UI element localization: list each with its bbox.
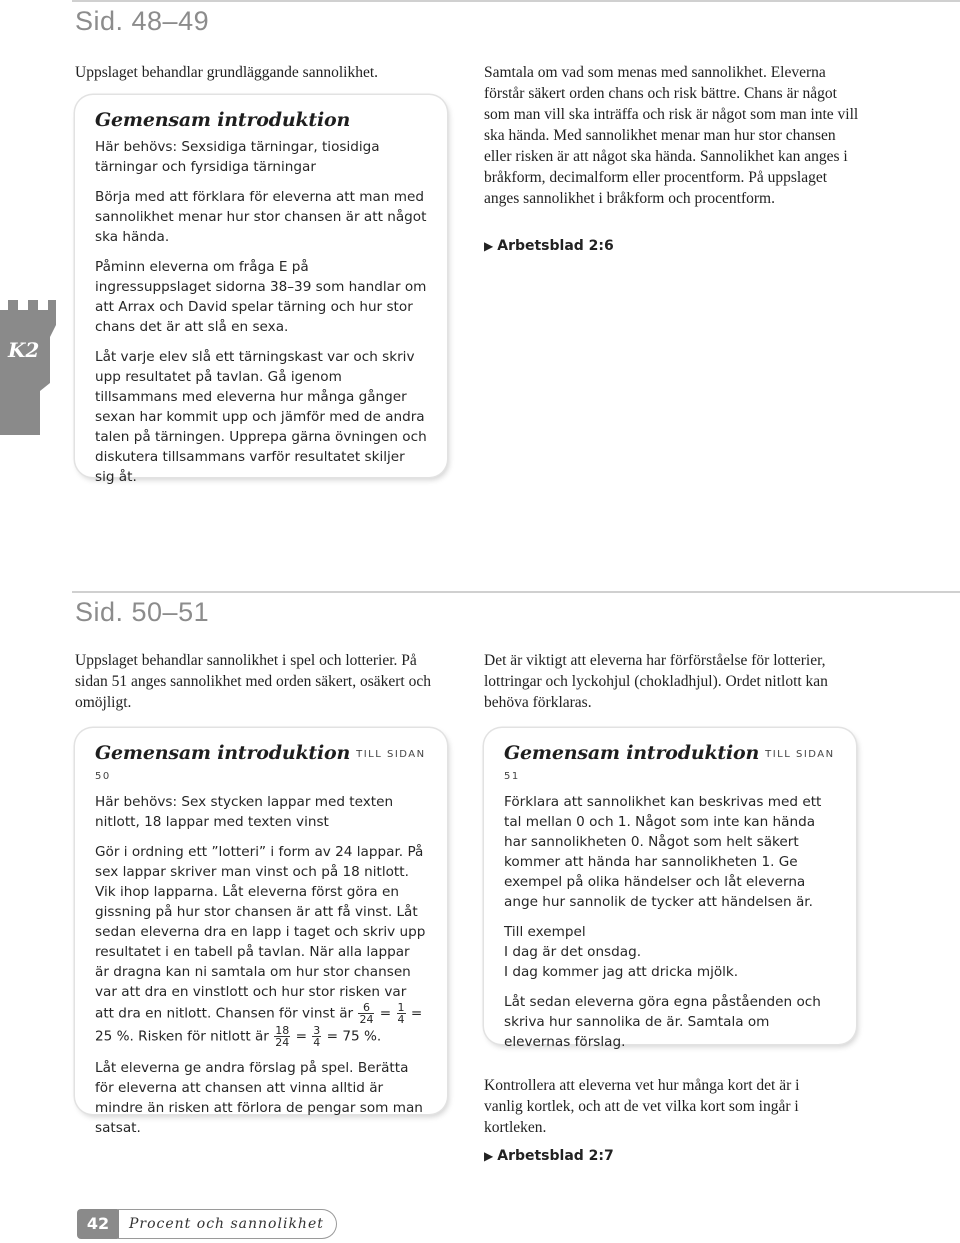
equation-text: = 75 %. — [326, 1028, 382, 1045]
intro-card-sida-50 — [75, 728, 447, 1136]
chapter-title: Procent och sannolikhet — [117, 1209, 337, 1239]
section1-intro: Uppslaget behandlar grundläggande sannolikhet. — [75, 64, 379, 81]
section-title-50-51: Sid. 50–51 — [75, 597, 210, 627]
page-number: 42 — [77, 1209, 119, 1239]
fraction — [312, 1025, 321, 1048]
chapter-side-tab — [0, 285, 60, 435]
worksheet-label: Arbetsblad 2:7 — [497, 1148, 614, 1164]
worksheet-link-2-7[interactable] — [484, 1148, 614, 1164]
play-arrow-icon: ▶ — [484, 239, 494, 253]
card-heading: Gemensam introduktion — [95, 109, 351, 131]
section-title-48-49: Sid. 48–49 — [75, 6, 210, 36]
fraction-denominator: 4 — [313, 1036, 321, 1049]
card-subheading: TILL SIDAN 51 — [504, 749, 835, 782]
card-paragraph: Låt varje elev slå ett tärningskast var och skriv upp resultatet på tavlan. Gå igenom tillsammans med eleverna hur många gånger sexan har kommit upp och jämför med de andra talen på tärningen. Upprepa gärna övningen och diskutera tillsammans varför resultatet skiljer sig åt. — [95, 349, 427, 485]
card-paragraph: Här behövs: Sexsidiga tärningar, tiosidiga tärningar och fyrsidiga tärningar — [95, 139, 380, 175]
card-paragraph: Låt sedan eleverna göra egna påståenden och skriva hur sannolika de är. Samtala om elevernas förslag. — [504, 994, 821, 1050]
fraction-denominator: 4 — [397, 1013, 405, 1026]
card-paragraph-text: Gör i ordning ett ”lotteri” i form av 24 lappar. På sex lappar skriver man vinst och på 18 nitlott. Vik ihop lapparna. Låt eleverna först göra en gissning på hur stor chansen är att få vinst. Låt sedan eleverna dra en lapp i taget och skriv upp resultatet i en tabell på tavlan. När alla lappar är dragna kan ni samtala om hur stor chansen var att dra en vinstlott och hur stor risken var att dra en nitlott. Chansen för vinst är — [95, 844, 426, 1022]
top-rule — [72, 0, 960, 2]
section1-right-text: Samtala om vad som menas med sannolikhet. Eleverna förstår säkert orden chans och risk bättre. Chans är något som man vill ska inträffa och risk är något som man inte vill ska hända. Med sannolikhet menar man hur stor chansen eller risken är att något ska hända. Sannolikhet kan anges i bråkform, decimalform eller procentform. På uppslaget anges sannolikhet i bråkform och procentform. — [484, 64, 859, 207]
fraction-numerator: 18 — [275, 1024, 290, 1037]
example-block — [504, 922, 836, 982]
section2-intro-left: Uppslaget behandlar sannolikhet i spel och lotterier. På sidan 51 anges sannolikhet med orden säkert, osäkert och omöjligt. — [75, 652, 431, 711]
intro-card-sida-51 — [484, 728, 856, 1050]
card-heading — [95, 742, 427, 786]
equals-sign: = — [295, 1028, 307, 1045]
card-heading-text: Gemensam introduktion — [95, 742, 351, 764]
card-paragraph: Påminn eleverna om fråga E på ingressuppslaget sidorna 38–39 som handlar om att Arrax och David spelar tärning och hur stor chans det är att slå en sexa. — [95, 259, 427, 335]
section-rule — [72, 591, 960, 593]
card-paragraph: Börja med att förklara för eleverna att man med sannolikhet menar hur stor chansen är att något ska hända. — [95, 189, 427, 245]
card-paragraph: Förklara att sannolikhet kan beskrivas med ett tal mellan 0 och 1. Något som inte kan hända har sannolikheten 0. Något som helt säkert kommer att hända har sannolikheten 1. Ge exempel på olika händelser och låt eleverna ange hur sannolik de tycker att händelsen är. — [504, 794, 822, 910]
card-heading-text: Gemensam introduktion — [504, 742, 760, 764]
section2-intro-right: Det är viktigt att eleverna har förförståelse för lotterier, lottringar och lyckohjul (chokladhjul). Ordet nitlott kan behöva förklaras. — [484, 652, 828, 711]
fraction — [274, 1025, 290, 1048]
card-paragraph — [95, 842, 427, 1048]
fraction-denominator: 24 — [359, 1013, 374, 1026]
equation-text: = 25 %. Risken för nitlott är — [95, 1005, 423, 1045]
card-subheading: TILL SIDAN 50 — [95, 749, 426, 782]
fraction-denominator: 24 — [275, 1036, 290, 1049]
equals-sign: = — [379, 1005, 392, 1022]
example-item: I dag är det onsdag. — [504, 944, 642, 960]
fraction — [358, 1002, 374, 1025]
play-arrow-icon: ▶ — [484, 1149, 494, 1163]
worksheet-link-2-6[interactable] — [484, 238, 614, 254]
example-item: I dag kommer jag att dricka mjölk. — [504, 964, 739, 980]
section2-right-bottom-text: Kontrollera att eleverna vet hur många kort det är i vanlig kortlek, och att de vet vilka kort som ingår i kortleken. — [484, 1077, 800, 1136]
fraction-numerator: 6 — [358, 1002, 374, 1014]
card-heading — [504, 742, 836, 786]
worksheet-label: Arbetsblad 2:6 — [497, 238, 614, 254]
fraction-numerator: 1 — [397, 1001, 405, 1014]
example-label: Till exempel — [504, 924, 586, 940]
chapter-tab-label: K2 — [8, 338, 40, 362]
card-paragraph: Här behövs: Sex stycken lappar med texten nitlott, 18 lappar med texten vinst — [95, 794, 394, 830]
card-paragraph: Låt eleverna ge andra förslag på spel. Berätta för eleverna att chansen att vinna alltid är mindre än risken att förlora de pengar som man satsat. — [95, 1060, 423, 1136]
fraction-numerator: 3 — [313, 1024, 321, 1037]
intro-card-48-49 — [75, 95, 447, 485]
fraction — [397, 1002, 406, 1025]
